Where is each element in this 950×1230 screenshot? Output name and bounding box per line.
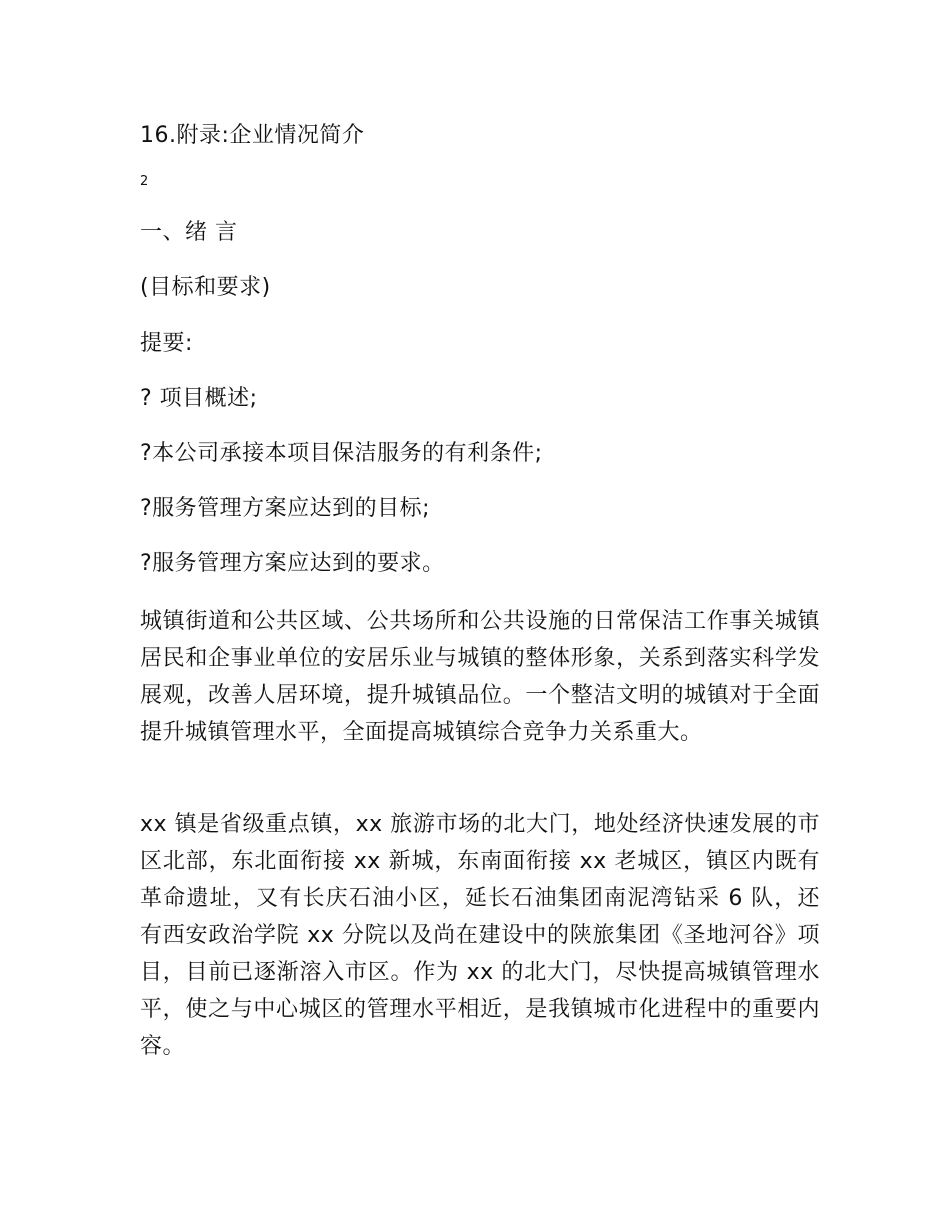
appendix-heading: 16.附录:企业情况简介 <box>140 123 365 148</box>
summary-item: ?服务管理方案应达到的要求。 <box>140 551 445 576</box>
summary-item: ?本公司承接本项目保洁服务的有利条件; <box>140 441 543 466</box>
section-subtitle: (目标和要求) <box>140 275 271 300</box>
page-number: 2 <box>140 174 149 189</box>
section-title: 一、绪 言 <box>140 220 238 245</box>
summary-item: ?服务管理方案应达到的目标; <box>140 496 431 521</box>
summary-label: 提要: <box>140 331 193 356</box>
body-paragraph: 城镇街道和公共区域、公共场所和公共设施的日常保洁工作事关城镇居民和企事业单位的安居乐业与城镇的整体形象，关系到落实科学发展观，改善人居环境，提升城镇品位。一个整洁文明的城镇对于全面提升城镇管理水平，全面提高城镇综合竞争力关系重大。 <box>140 609 820 745</box>
body-paragraph: xx 镇是省级重点镇，xx 旅游市场的北大门，地处经济快速发展的市区北部，东北面衔接 xx 新城，东南面衔接 xx 老城区，镇区内既有革命遗址，又有长庆石油小区，延长石油集团南泥湾钻采 6 队，还有西安政治学院 xx 分院以及尚在建设中的陕旅集团《圣地河谷》项目，目前已逐渐溶入市区。作为 xx 的北大门，尽快提高城镇管理水平，使之与中心城区的管理水平相近，是我镇城市化进程中的重要内容。 <box>140 812 820 1059</box>
summary-item: ? 项目概述; <box>140 386 258 411</box>
